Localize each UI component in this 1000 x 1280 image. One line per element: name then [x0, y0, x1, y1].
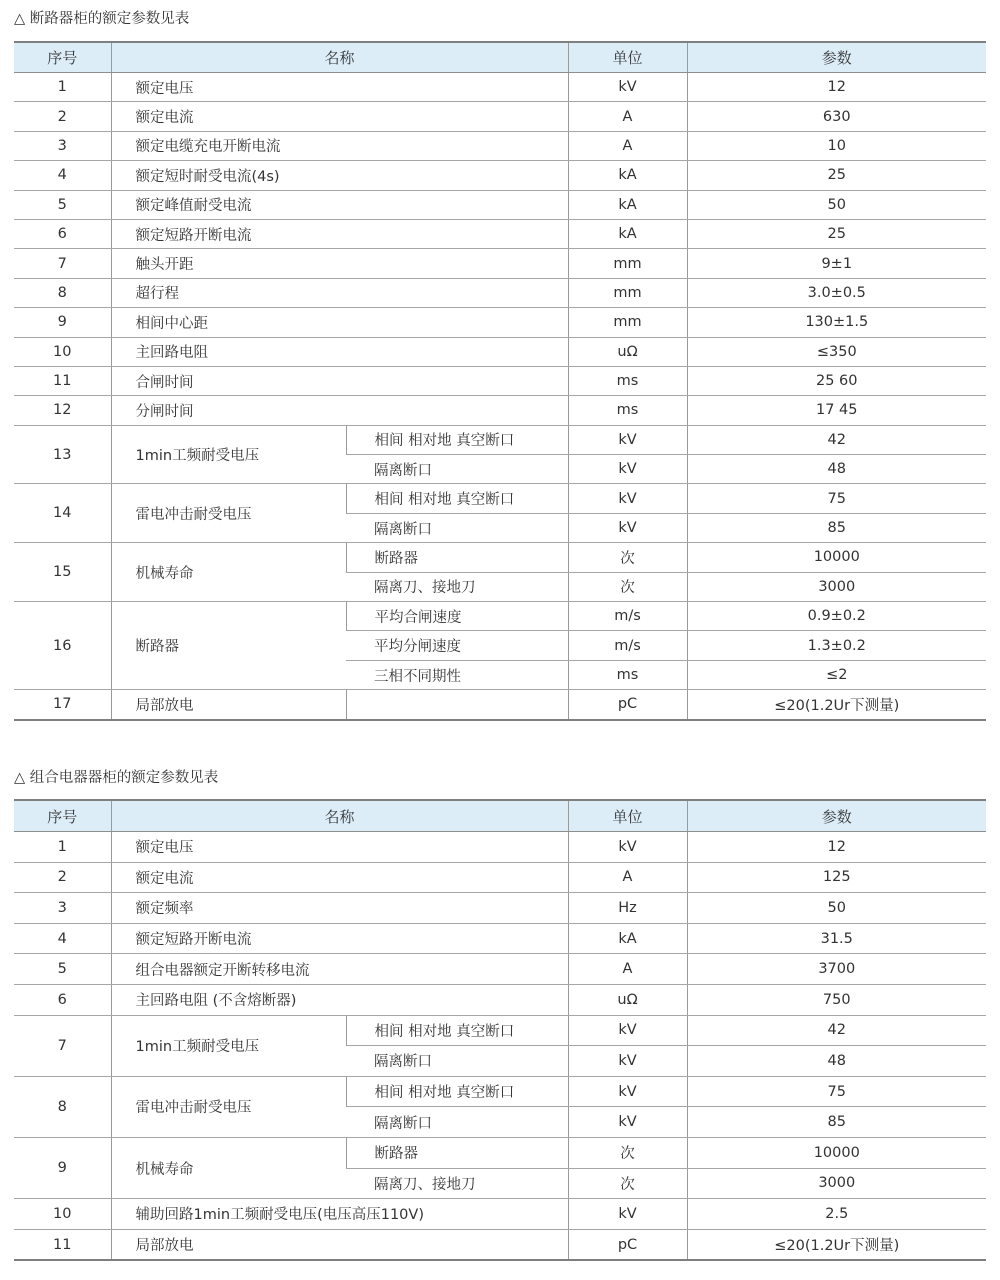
row-no: 3 — [14, 131, 111, 160]
row-unit: pC — [568, 690, 687, 720]
row-unit: ms — [568, 396, 687, 425]
row-name: 额定频率 — [111, 893, 568, 924]
row-subname: 相间 相对地 真空断口 — [346, 1015, 568, 1046]
row-unit: ms — [568, 366, 687, 395]
table-row — [14, 102, 986, 131]
row-value: 48 — [687, 455, 986, 484]
row-unit: A — [568, 954, 687, 985]
row-subname: 断路器 — [346, 1137, 568, 1168]
row-value: 85 — [687, 1107, 986, 1138]
row-no: 8 — [14, 278, 111, 307]
row-value: 12 — [687, 73, 986, 102]
row-name: 额定电流 — [111, 862, 568, 893]
header-value: 参数 — [687, 42, 986, 73]
table-row — [14, 893, 986, 924]
row-unit: 次 — [568, 572, 687, 601]
row-value: 10000 — [687, 543, 986, 572]
row-name: 额定短时耐受电流(4s) — [111, 161, 568, 190]
table-row — [14, 690, 986, 720]
table-row — [14, 337, 986, 366]
row-no: 9 — [14, 308, 111, 337]
row-no: 12 — [14, 396, 111, 425]
row-no: 6 — [14, 984, 111, 1015]
row-unit: m/s — [568, 602, 687, 631]
row-value: 130±1.5 — [687, 308, 986, 337]
row-value: 10000 — [687, 1137, 986, 1168]
table-row — [14, 161, 986, 190]
row-name: 雷电冲击耐受电压 — [111, 484, 346, 543]
table-row — [14, 923, 986, 954]
row-no: 2 — [14, 102, 111, 131]
row-no: 16 — [14, 602, 111, 690]
row-value: 50 — [687, 190, 986, 219]
row-name: 额定短路开断电流 — [111, 923, 568, 954]
table-row — [14, 1229, 986, 1260]
row-unit: kV — [568, 484, 687, 513]
row-value: 3700 — [687, 954, 986, 985]
row-unit: pC — [568, 1229, 687, 1260]
row-value: ≤2 — [687, 660, 986, 689]
row-name: 额定峰值耐受电流 — [111, 190, 568, 219]
row-value: 31.5 — [687, 923, 986, 954]
row-value: ≤20(1.2Ur下测量) — [687, 1229, 986, 1260]
row-subname: 相间 相对地 真空断口 — [346, 484, 568, 513]
row-subname-empty — [346, 690, 568, 720]
row-name: 1min工频耐受电压 — [111, 1015, 346, 1076]
table-row — [14, 602, 986, 631]
row-name: 机械寿命 — [111, 1137, 346, 1198]
table-row — [14, 1015, 986, 1046]
row-name: 额定电缆充电开断电流 — [111, 131, 568, 160]
row-no: 14 — [14, 484, 111, 543]
table-row — [14, 1076, 986, 1107]
table-row — [14, 249, 986, 278]
table-row — [14, 425, 986, 454]
table-row — [14, 308, 986, 337]
row-unit: kV — [568, 832, 687, 863]
row-value: 75 — [687, 484, 986, 513]
row-value: ≤350 — [687, 337, 986, 366]
header-unit: 单位 — [568, 42, 687, 73]
row-name: 局部放电 — [111, 690, 346, 720]
row-value: 48 — [687, 1046, 986, 1077]
row-no: 5 — [14, 190, 111, 219]
row-name: 额定电压 — [111, 73, 568, 102]
row-unit: m/s — [568, 631, 687, 660]
row-unit: 次 — [568, 543, 687, 572]
row-name: 局部放电 — [111, 1229, 568, 1260]
table-header-row — [14, 42, 986, 73]
table-row — [14, 190, 986, 219]
row-value: 1.3±0.2 — [687, 631, 986, 660]
row-subname: 隔离断口 — [346, 1046, 568, 1077]
table2-caption: △ 组合电器器柜的额定参数见表 — [14, 770, 219, 786]
row-unit: ms — [568, 660, 687, 689]
row-subname: 隔离断口 — [346, 455, 568, 484]
row-unit: Hz — [568, 893, 687, 924]
row-unit: A — [568, 862, 687, 893]
header-no: 序号 — [14, 800, 111, 832]
row-no: 6 — [14, 219, 111, 248]
row-value: 3000 — [687, 1168, 986, 1199]
row-subname: 隔离刀、接地刀 — [346, 572, 568, 601]
row-name: 额定电压 — [111, 832, 568, 863]
row-value: 25 60 — [687, 366, 986, 395]
row-no: 11 — [14, 366, 111, 395]
row-value: 3.0±0.5 — [687, 278, 986, 307]
row-name: 分闸时间 — [111, 396, 568, 425]
row-value: 12 — [687, 832, 986, 863]
row-name: 主回路电阻 — [111, 337, 568, 366]
row-unit: 次 — [568, 1168, 687, 1199]
row-unit: A — [568, 102, 687, 131]
row-subname: 平均合闸速度 — [346, 602, 568, 631]
row-no: 2 — [14, 862, 111, 893]
row-name: 相间中心距 — [111, 308, 568, 337]
table-row — [14, 396, 986, 425]
row-unit: kA — [568, 190, 687, 219]
table-row — [14, 278, 986, 307]
row-value: 125 — [687, 862, 986, 893]
header-no: 序号 — [14, 42, 111, 73]
row-unit: kV — [568, 73, 687, 102]
header-name: 名称 — [111, 42, 568, 73]
row-unit: A — [568, 131, 687, 160]
row-unit: kA — [568, 161, 687, 190]
row-value: ≤20(1.2Ur下测量) — [687, 690, 986, 720]
row-subname: 相间 相对地 真空断口 — [346, 425, 568, 454]
row-value: 75 — [687, 1076, 986, 1107]
row-unit: kV — [568, 1199, 687, 1230]
row-unit: kV — [568, 1046, 687, 1077]
row-no: 4 — [14, 923, 111, 954]
table-row — [14, 543, 986, 572]
row-value: 9±1 — [687, 249, 986, 278]
row-name: 断路器 — [111, 602, 346, 690]
row-subname: 隔离断口 — [346, 1107, 568, 1138]
row-no: 9 — [14, 1137, 111, 1198]
row-name: 额定短路开断电流 — [111, 219, 568, 248]
row-name: 雷电冲击耐受电压 — [111, 1076, 346, 1137]
row-subname: 隔离刀、接地刀 — [346, 1168, 568, 1199]
combined-apparatus-cabinet-parameters-table — [14, 799, 986, 1261]
row-value: 2.5 — [687, 1199, 986, 1230]
row-subname: 断路器 — [346, 543, 568, 572]
row-name: 合闸时间 — [111, 366, 568, 395]
row-unit: kA — [568, 923, 687, 954]
row-unit: mm — [568, 249, 687, 278]
row-name: 主回路电阻 (不含熔断器) — [111, 984, 568, 1015]
row-no: 1 — [14, 832, 111, 863]
row-name: 额定电流 — [111, 102, 568, 131]
row-unit: kV — [568, 455, 687, 484]
row-value: 0.9±0.2 — [687, 602, 986, 631]
header-unit: 单位 — [568, 800, 687, 832]
table1-caption: △ 断路器柜的额定参数见表 — [14, 11, 190, 27]
row-unit: kV — [568, 1107, 687, 1138]
row-name: 机械寿命 — [111, 543, 346, 602]
table-row — [14, 73, 986, 102]
row-value: 750 — [687, 984, 986, 1015]
row-unit: mm — [568, 278, 687, 307]
table-row — [14, 954, 986, 985]
row-unit: kV — [568, 1076, 687, 1107]
row-value: 17 45 — [687, 396, 986, 425]
row-no: 10 — [14, 337, 111, 366]
row-no: 11 — [14, 1229, 111, 1260]
header-value: 参数 — [687, 800, 986, 832]
row-value: 85 — [687, 513, 986, 542]
table-row — [14, 832, 986, 863]
row-unit: mm — [568, 308, 687, 337]
row-value: 25 — [687, 219, 986, 248]
row-value: 42 — [687, 1015, 986, 1046]
row-name: 超行程 — [111, 278, 568, 307]
row-no: 15 — [14, 543, 111, 602]
breaker-cabinet-parameters-table — [14, 41, 986, 721]
row-no: 3 — [14, 893, 111, 924]
row-unit: kV — [568, 513, 687, 542]
row-no: 7 — [14, 1015, 111, 1076]
row-unit: uΩ — [568, 984, 687, 1015]
row-name: 1min工频耐受电压 — [111, 425, 346, 484]
row-name: 组合电器额定开断转移电流 — [111, 954, 568, 985]
row-value: 10 — [687, 131, 986, 160]
row-no: 7 — [14, 249, 111, 278]
row-subname: 相间 相对地 真空断口 — [346, 1076, 568, 1107]
table-row — [14, 984, 986, 1015]
row-value: 42 — [687, 425, 986, 454]
table-header-row — [14, 800, 986, 832]
row-unit: kA — [568, 219, 687, 248]
table-row — [14, 366, 986, 395]
row-no: 13 — [14, 425, 111, 484]
header-name: 名称 — [111, 800, 568, 832]
row-no: 10 — [14, 1199, 111, 1230]
table-row — [14, 131, 986, 160]
row-subname: 平均分闸速度 — [346, 631, 568, 660]
row-unit: uΩ — [568, 337, 687, 366]
row-no: 8 — [14, 1076, 111, 1137]
row-subname: 三相不同期性 — [346, 660, 568, 689]
table-row — [14, 219, 986, 248]
row-no: 4 — [14, 161, 111, 190]
row-unit: kV — [568, 1015, 687, 1046]
table-row — [14, 484, 986, 513]
table-row — [14, 1137, 986, 1168]
table-row — [14, 1199, 986, 1230]
row-unit: kV — [568, 425, 687, 454]
row-no: 1 — [14, 73, 111, 102]
row-value: 50 — [687, 893, 986, 924]
row-value: 3000 — [687, 572, 986, 601]
row-subname: 隔离断口 — [346, 513, 568, 542]
row-no: 17 — [14, 690, 111, 720]
row-name: 辅助回路1min工频耐受电压(电压高压110V) — [111, 1199, 568, 1230]
row-unit: 次 — [568, 1137, 687, 1168]
table-row — [14, 862, 986, 893]
row-value: 25 — [687, 161, 986, 190]
row-value: 630 — [687, 102, 986, 131]
row-no: 5 — [14, 954, 111, 985]
row-name: 触头开距 — [111, 249, 568, 278]
